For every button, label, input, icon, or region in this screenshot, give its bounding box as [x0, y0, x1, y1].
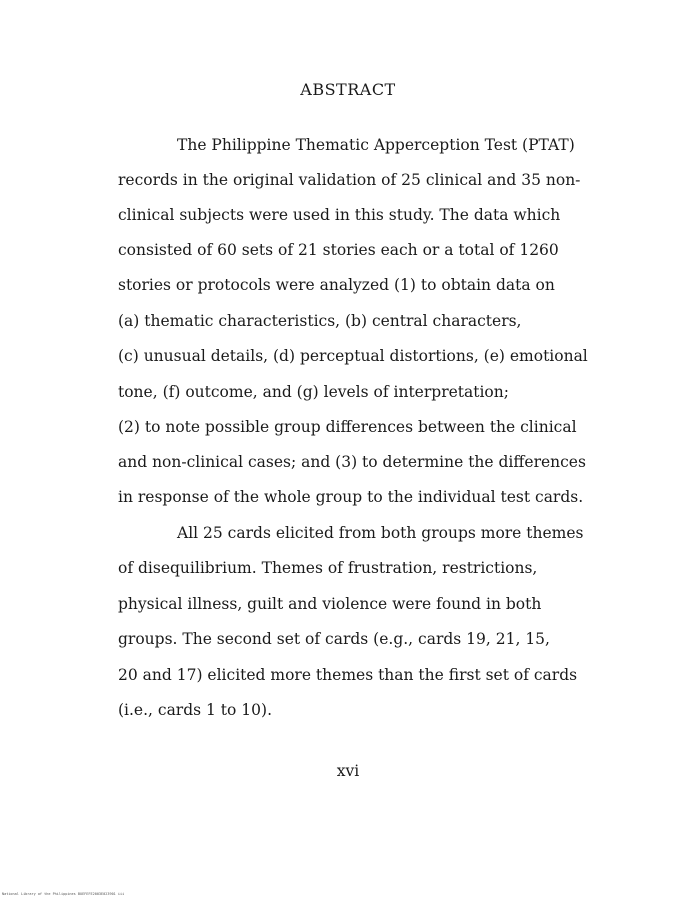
text-line: (i.e., cards 1 to 10).: [118, 701, 272, 719]
text-line: consisted of 60 sets of 21 stories each or a total of 1260: [118, 241, 559, 259]
text-line: and non-clinical cases; and (3) to determine the differences: [118, 453, 586, 471]
text-line: tone, (f) outcome, and (g) levels of interpretation;: [118, 383, 509, 401]
text-line: (a) thematic characteristics, (b) central characters,: [118, 312, 522, 330]
text-line: groups. The second set of cards (e.g., cards 19, 21, 15,: [118, 630, 550, 648]
text-line: records in the original validation of 25 clinical and 35 non-: [118, 171, 581, 189]
text-line: stories or protocols were analyzed (1) to obtain data on: [118, 276, 555, 294]
text-line: 20 and 17) elicited more themes than the first set of cards: [118, 666, 578, 684]
text-line: The Philippine Thematic Apperception Test (PTAT): [177, 136, 575, 154]
page-number: xvi: [336, 762, 360, 780]
text-line: All 25 cards elicited from both groups more themes: [177, 524, 584, 542]
text-line: (2) to note possible group differences between the clinical: [118, 418, 577, 436]
text-line: (c) unusual details, (d) perceptual distortions, (e) emotional: [118, 347, 588, 365]
text-line: physical illness, guilt and violence were found in both: [118, 595, 542, 613]
footer-text: National Library of the Philippines BUEFEFE2003E023901 iii: [2, 892, 125, 896]
text-line: of disequilibrium. Themes of frustration, restrictions,: [118, 559, 538, 577]
text-line: in response of the whole group to the individual test cards.: [118, 488, 584, 506]
text-line: clinical subjects were used in this study. The data which: [118, 206, 561, 224]
abstract-title: ABSTRACT: [300, 80, 396, 99]
